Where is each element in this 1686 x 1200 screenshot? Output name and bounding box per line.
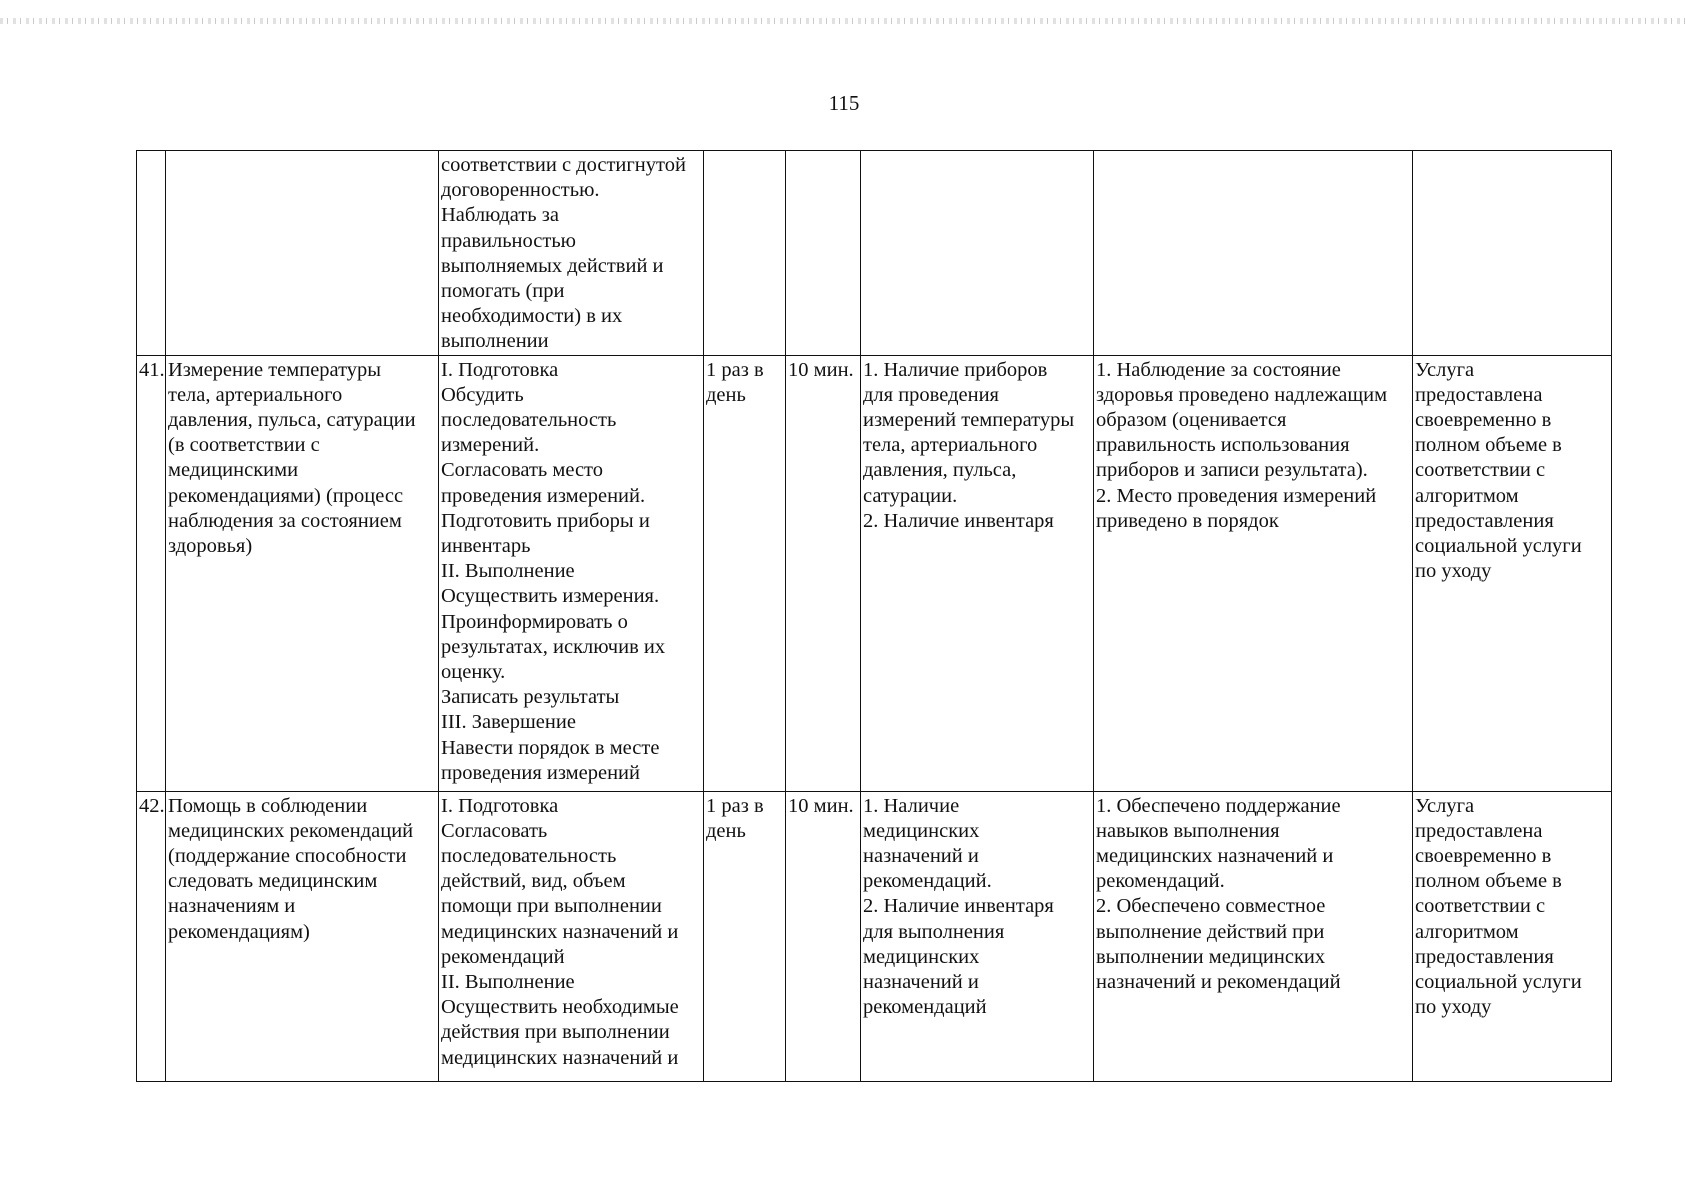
text-line: III. Завершение xyxy=(441,711,576,734)
technology-cell xyxy=(439,355,704,791)
technology-cell xyxy=(439,151,704,356)
text-line: соответствии с достигнутой xyxy=(441,154,686,176)
text-line: последовательность xyxy=(441,845,617,868)
text-line: медицинских xyxy=(863,945,980,968)
text-line: день xyxy=(706,383,746,406)
duration-cell xyxy=(786,151,861,356)
text-line: измерений. xyxy=(441,434,540,457)
text-line: здоровья проведено надлежащим xyxy=(1096,383,1388,406)
service-standards-table xyxy=(136,150,1612,1082)
text-line: Наблюдать за xyxy=(441,204,559,227)
text-line: сатурации. xyxy=(863,484,958,507)
text-line: алгоритмом xyxy=(1415,920,1519,943)
text-line: необходимости) в их xyxy=(441,305,623,328)
text-line: 1 раз в xyxy=(706,358,764,381)
result-cell xyxy=(1413,151,1612,356)
text-line: оценку. xyxy=(441,661,506,684)
text-line: выполнении медицинских xyxy=(1096,945,1326,968)
text-line: навыков выполнения xyxy=(1096,819,1280,842)
continuation-row xyxy=(137,151,1612,356)
quality-cell xyxy=(1094,355,1413,791)
table-row xyxy=(137,355,1612,791)
text-line: полном объеме в xyxy=(1415,434,1562,457)
text-line: назначениям и xyxy=(168,895,296,918)
frequency-cell xyxy=(704,791,786,1081)
text-line: Осуществить необходимые xyxy=(441,996,679,1019)
text-line: Согласовать место xyxy=(441,459,603,482)
text-line: (в соответствии с xyxy=(168,434,320,457)
number-cell xyxy=(137,151,166,356)
text-line: проведения измерений xyxy=(441,761,640,784)
text-line: алгоритмом xyxy=(1415,484,1519,507)
quality-cell xyxy=(1094,791,1413,1081)
text-line: правильность использования xyxy=(1096,434,1350,457)
text-line: действий, вид, объем xyxy=(441,870,626,893)
table-row xyxy=(137,791,1612,1081)
text-line: действия при выполнении xyxy=(441,1021,670,1044)
text-line: соответствии с xyxy=(1415,459,1546,482)
text-line: по уходу xyxy=(1415,996,1492,1019)
service-name-cell xyxy=(166,355,439,791)
text-line: предоставления xyxy=(1415,945,1554,968)
result-cell xyxy=(1413,791,1612,1081)
scan-edge xyxy=(0,18,1686,24)
text-line: 2. Обеспечено совместное xyxy=(1096,895,1326,918)
text-line: проведения измерений. xyxy=(441,484,646,507)
text-line: Обсудить xyxy=(441,383,524,406)
text-line: социальной услуги xyxy=(1415,535,1582,558)
text-line: тела, артериального xyxy=(168,383,343,406)
text-line: Помощь в соблюдении xyxy=(168,794,368,817)
text-line: 1. Наличие приборов xyxy=(863,358,1048,381)
row-number: 41. xyxy=(137,355,166,791)
technology-cell xyxy=(439,791,704,1081)
text-line: I. Подготовка xyxy=(441,794,559,817)
service-name-cell xyxy=(166,791,439,1081)
text-line: медицинскими xyxy=(168,459,299,482)
text-line: рекомендаций xyxy=(441,945,565,968)
text-line: правильностью xyxy=(441,229,577,252)
text-line: Записать результаты xyxy=(441,686,620,709)
text-line: медицинских xyxy=(863,819,980,842)
text-line: медицинских назначений и xyxy=(441,920,679,943)
text-line: (поддержание способности xyxy=(168,845,407,868)
text-line: своевременно в xyxy=(1415,845,1552,868)
text-line: Услуга xyxy=(1415,358,1475,381)
conditions-cell xyxy=(861,151,1094,356)
page-number: 115 xyxy=(828,91,860,115)
text-line: Измерение температуры xyxy=(168,358,382,381)
quality-cell xyxy=(1094,151,1413,356)
frequency-cell xyxy=(704,355,786,791)
text-line: своевременно в xyxy=(1415,409,1552,432)
text-line: 1. Наблюдение за состояние xyxy=(1096,358,1341,381)
service-name-cell xyxy=(166,151,439,356)
text-line: соответствии с xyxy=(1415,895,1546,918)
result-cell xyxy=(1413,355,1612,791)
frequency-cell xyxy=(704,151,786,356)
duration-cell: 10 мин. xyxy=(786,791,861,1081)
text-line: Навести порядок в месте xyxy=(441,736,660,759)
text-line: медицинских рекомендаций xyxy=(168,819,414,842)
text-line: для выполнения xyxy=(863,920,1005,943)
text-line: помощи при выполнении xyxy=(441,895,662,918)
text-line: предоставлена xyxy=(1415,383,1543,406)
text-line: рекомендаций. xyxy=(863,870,992,893)
text-line: I. Подготовка xyxy=(441,358,559,381)
text-line: инвентарь xyxy=(441,535,531,558)
text-line: договоренностью. xyxy=(441,179,600,202)
text-line: II. Выполнение xyxy=(441,971,575,994)
row-number: 42. xyxy=(137,791,166,1081)
text-line: по уходу xyxy=(1415,560,1492,583)
text-line: рекомендаций xyxy=(863,996,987,1019)
text-line: выполняемых действий и xyxy=(441,254,664,277)
text-line: последовательность xyxy=(441,409,617,432)
text-line: день xyxy=(706,819,746,842)
text-line: медицинских назначений и xyxy=(1096,845,1334,868)
text-line: социальной услуги xyxy=(1415,971,1582,994)
text-line: Услуга xyxy=(1415,794,1475,817)
text-line: Подготовить приборы и xyxy=(441,509,650,532)
text-line: результатах, исключив их xyxy=(441,635,666,658)
conditions-cell xyxy=(861,791,1094,1081)
text-line: измерений температуры xyxy=(863,409,1075,432)
text-line: 2. Наличие инвентаря xyxy=(863,509,1054,532)
text-line: Осуществить измерения. xyxy=(441,585,660,608)
text-line: для проведения xyxy=(863,383,999,406)
text-line: 1. Наличие xyxy=(863,794,960,817)
text-line: наблюдения за состоянием xyxy=(168,509,402,532)
text-line: выполнение действий при xyxy=(1096,920,1325,943)
text-line: следовать медицинским xyxy=(168,870,378,893)
conditions-cell xyxy=(861,355,1094,791)
text-line: назначений и xyxy=(863,845,979,868)
text-line: давления, пульса, сатурации xyxy=(168,409,416,432)
duration-cell: 10 мин. xyxy=(786,355,861,791)
text-line: II. Выполнение xyxy=(441,560,575,583)
text-line: рекомендациям) xyxy=(168,920,310,943)
text-line: образом (оценивается xyxy=(1096,409,1287,432)
text-line: 2. Наличие инвентаря xyxy=(863,895,1054,918)
text-line: здоровья) xyxy=(168,535,253,558)
text-line: приборов и записи результата). xyxy=(1096,459,1368,482)
text-line: Согласовать xyxy=(441,819,548,842)
text-line: 1. Обеспечено поддержание xyxy=(1096,794,1341,817)
text-line: 2. Место проведения измерений xyxy=(1096,484,1377,507)
text-line: давления, пульса, xyxy=(863,459,1017,482)
text-line: назначений и рекомендаций xyxy=(1096,971,1341,994)
text-line: Проинформировать о xyxy=(441,610,628,633)
text-line: помогать (при xyxy=(441,280,565,303)
text-line: полном объеме в xyxy=(1415,870,1562,893)
text-line: рекомендаций. xyxy=(1096,870,1225,893)
text-line: 1 раз в xyxy=(706,794,764,817)
text-line: медицинских назначений и xyxy=(441,1046,679,1069)
text-line: тела, артериального xyxy=(863,434,1038,457)
text-line: выполнении xyxy=(441,330,549,353)
text-line: назначений и xyxy=(863,971,979,994)
text-line: рекомендациями) (процесс xyxy=(168,484,404,507)
text-line: предоставлена xyxy=(1415,819,1543,842)
text-line: приведено в порядок xyxy=(1096,509,1279,532)
text-line: предоставления xyxy=(1415,509,1554,532)
